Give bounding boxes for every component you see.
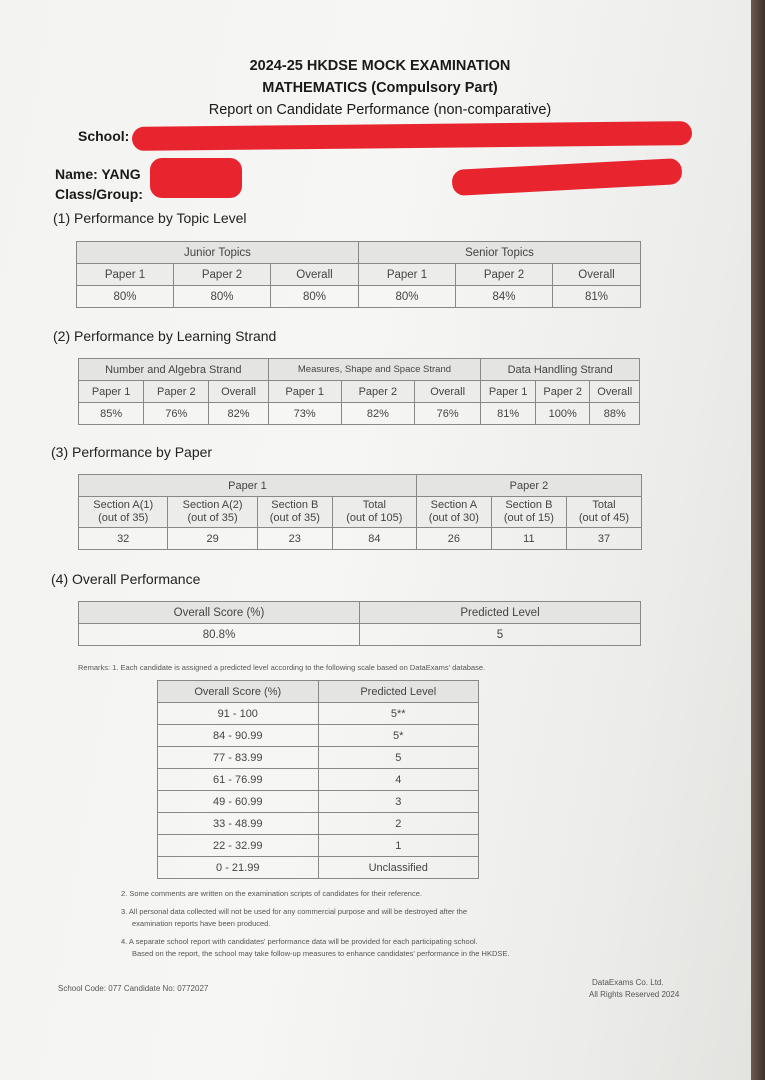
- strand-col-header: Paper 1: [481, 381, 536, 403]
- remark-4-line2: Based on the report, the school may take follow-up measures to enhance candidates' performance in the HKDSE.: [132, 949, 510, 958]
- topic-value: 80%: [271, 286, 359, 308]
- scale-level: 4: [318, 769, 479, 791]
- paper-table: [78, 474, 642, 550]
- topic-value: 84%: [455, 286, 552, 308]
- topic-value: 81%: [552, 286, 640, 308]
- strand-value: 85%: [79, 403, 144, 425]
- paper-col-header: Section A(1) (out of 35): [79, 497, 168, 528]
- scale-range: 77 - 83.99: [158, 747, 319, 769]
- subject-title: MATHEMATICS (Compulsory Part): [262, 80, 498, 96]
- paper-value: 29: [168, 528, 257, 550]
- overall-score-value: 80.8%: [79, 624, 360, 646]
- topic-col-header: Paper 1: [77, 264, 174, 286]
- strand-group-measures: Measures, Shape and Space Strand: [268, 359, 481, 381]
- section-overall-title: (4) Overall Performance: [51, 571, 201, 587]
- topic-value: 80%: [358, 286, 455, 308]
- scale-level: 5: [318, 747, 479, 769]
- copyright: All Rights Reserved 2024: [589, 990, 680, 999]
- topic-col-header: Overall: [552, 264, 640, 286]
- name-label: Name: YANG: [55, 166, 141, 182]
- paper-value: 37: [566, 528, 641, 550]
- redaction-mark-class: [451, 158, 682, 196]
- background-edge: [751, 0, 765, 1080]
- overall-score-header: Overall Score (%): [79, 602, 360, 624]
- overall-table: [78, 601, 641, 646]
- scale-range: 22 - 32.99: [158, 835, 319, 857]
- remark-3-line1: 3. All personal data collected will not be used for any commercial purpose and will be destroyed after the: [121, 907, 468, 916]
- remark-1: Remarks: 1. Each candidate is assigned a predicted level according to the following scale based on DataExams' database.: [78, 663, 486, 672]
- strand-group-number: Number and Algebra Strand: [79, 359, 269, 381]
- remark-3-line2: examination reports have been produced.: [132, 919, 271, 928]
- topic-value: 80%: [174, 286, 271, 308]
- strand-value: 76%: [144, 403, 209, 425]
- redaction-mark-name: [150, 158, 242, 198]
- strand-col-header: Paper 2: [535, 381, 590, 403]
- paper-value: 23: [257, 528, 332, 550]
- remark-2: 2. Some comments are written on the examination scripts of candidates for their reference.: [121, 889, 422, 898]
- section-strand-title: (2) Performance by Learning Strand: [53, 328, 277, 344]
- paper-value: 26: [416, 528, 491, 550]
- strand-col-header: Overall: [414, 381, 480, 403]
- topic-col-header: Paper 1: [358, 264, 455, 286]
- overall-level-header: Predicted Level: [360, 602, 641, 624]
- scale-range: 49 - 60.99: [158, 791, 319, 813]
- strand-table: [78, 358, 640, 425]
- strand-value: 88%: [590, 403, 640, 425]
- strand-col-header: Paper 1: [79, 381, 144, 403]
- scale-range: 91 - 100: [158, 703, 319, 725]
- strand-value: 82%: [209, 403, 268, 425]
- paper-value: 11: [491, 528, 566, 550]
- strand-col-header: Paper 2: [341, 381, 414, 403]
- scale-level: 1: [318, 835, 479, 857]
- redaction-mark-school: [132, 121, 692, 151]
- paper-col-header: Total (out of 105): [332, 497, 416, 528]
- paper-col-header: Section A(2) (out of 35): [168, 497, 257, 528]
- paper-col-header: Total (out of 45): [566, 497, 641, 528]
- class-label: Class/Group:: [55, 186, 143, 202]
- topic-col-header: Overall: [271, 264, 359, 286]
- report-title: Report on Candidate Performance (non-comparative): [208, 102, 552, 118]
- scale-header-score: Overall Score (%): [158, 681, 319, 703]
- section-paper-title: (3) Performance by Paper: [51, 444, 213, 460]
- remark-4-line1: 4. A separate school report with candidates' performance data will be provided for each participating school.: [121, 937, 478, 946]
- scale-level: 2: [318, 813, 479, 835]
- topic-group-junior: Junior Topics: [77, 242, 359, 264]
- topic-table: [76, 241, 641, 308]
- paper-value: 32: [79, 528, 168, 550]
- scale-level: Unclassified: [318, 857, 479, 879]
- scale-range: 61 - 76.99: [158, 769, 319, 791]
- strand-col-header: Overall: [590, 381, 640, 403]
- strand-col-header: Overall: [209, 381, 268, 403]
- paper-col-header: Section B (out of 35): [257, 497, 332, 528]
- paper-col-header: Section B (out of 15): [491, 497, 566, 528]
- scale-range: 0 - 21.99: [158, 857, 319, 879]
- strand-value: 82%: [341, 403, 414, 425]
- scale-level: 3: [318, 791, 479, 813]
- topic-col-header: Paper 2: [174, 264, 271, 286]
- strand-value: 76%: [414, 403, 480, 425]
- paper-group-2: Paper 2: [416, 475, 641, 497]
- paper-group-1: Paper 1: [79, 475, 417, 497]
- topic-col-header: Paper 2: [455, 264, 552, 286]
- scale-level: 5**: [318, 703, 479, 725]
- strand-value: 100%: [535, 403, 590, 425]
- paper-value: 84: [332, 528, 416, 550]
- scale-range: 33 - 48.99: [158, 813, 319, 835]
- company-name: DataExams Co. Ltd.: [592, 978, 664, 987]
- scale-table: [157, 680, 479, 879]
- section-topic-title: (1) Performance by Topic Level: [53, 210, 247, 226]
- scale-range: 84 - 90.99: [158, 725, 319, 747]
- overall-level-value: 5: [360, 624, 641, 646]
- strand-col-header: Paper 2: [144, 381, 209, 403]
- strand-group-data: Data Handling Strand: [481, 359, 640, 381]
- strand-value: 81%: [481, 403, 536, 425]
- school-candidate-codes: School Code: 077 Candidate No: 0772027: [58, 984, 209, 993]
- scale-header-level: Predicted Level: [318, 681, 479, 703]
- strand-value: 73%: [268, 403, 341, 425]
- exam-title: 2024-25 HKDSE MOCK EXAMINATION: [249, 58, 511, 74]
- paper-col-header: Section A (out of 30): [416, 497, 491, 528]
- topic-value: 80%: [77, 286, 174, 308]
- school-label: School:: [78, 128, 130, 144]
- scale-level: 5*: [318, 725, 479, 747]
- topic-group-senior: Senior Topics: [358, 242, 640, 264]
- strand-col-header: Paper 1: [268, 381, 341, 403]
